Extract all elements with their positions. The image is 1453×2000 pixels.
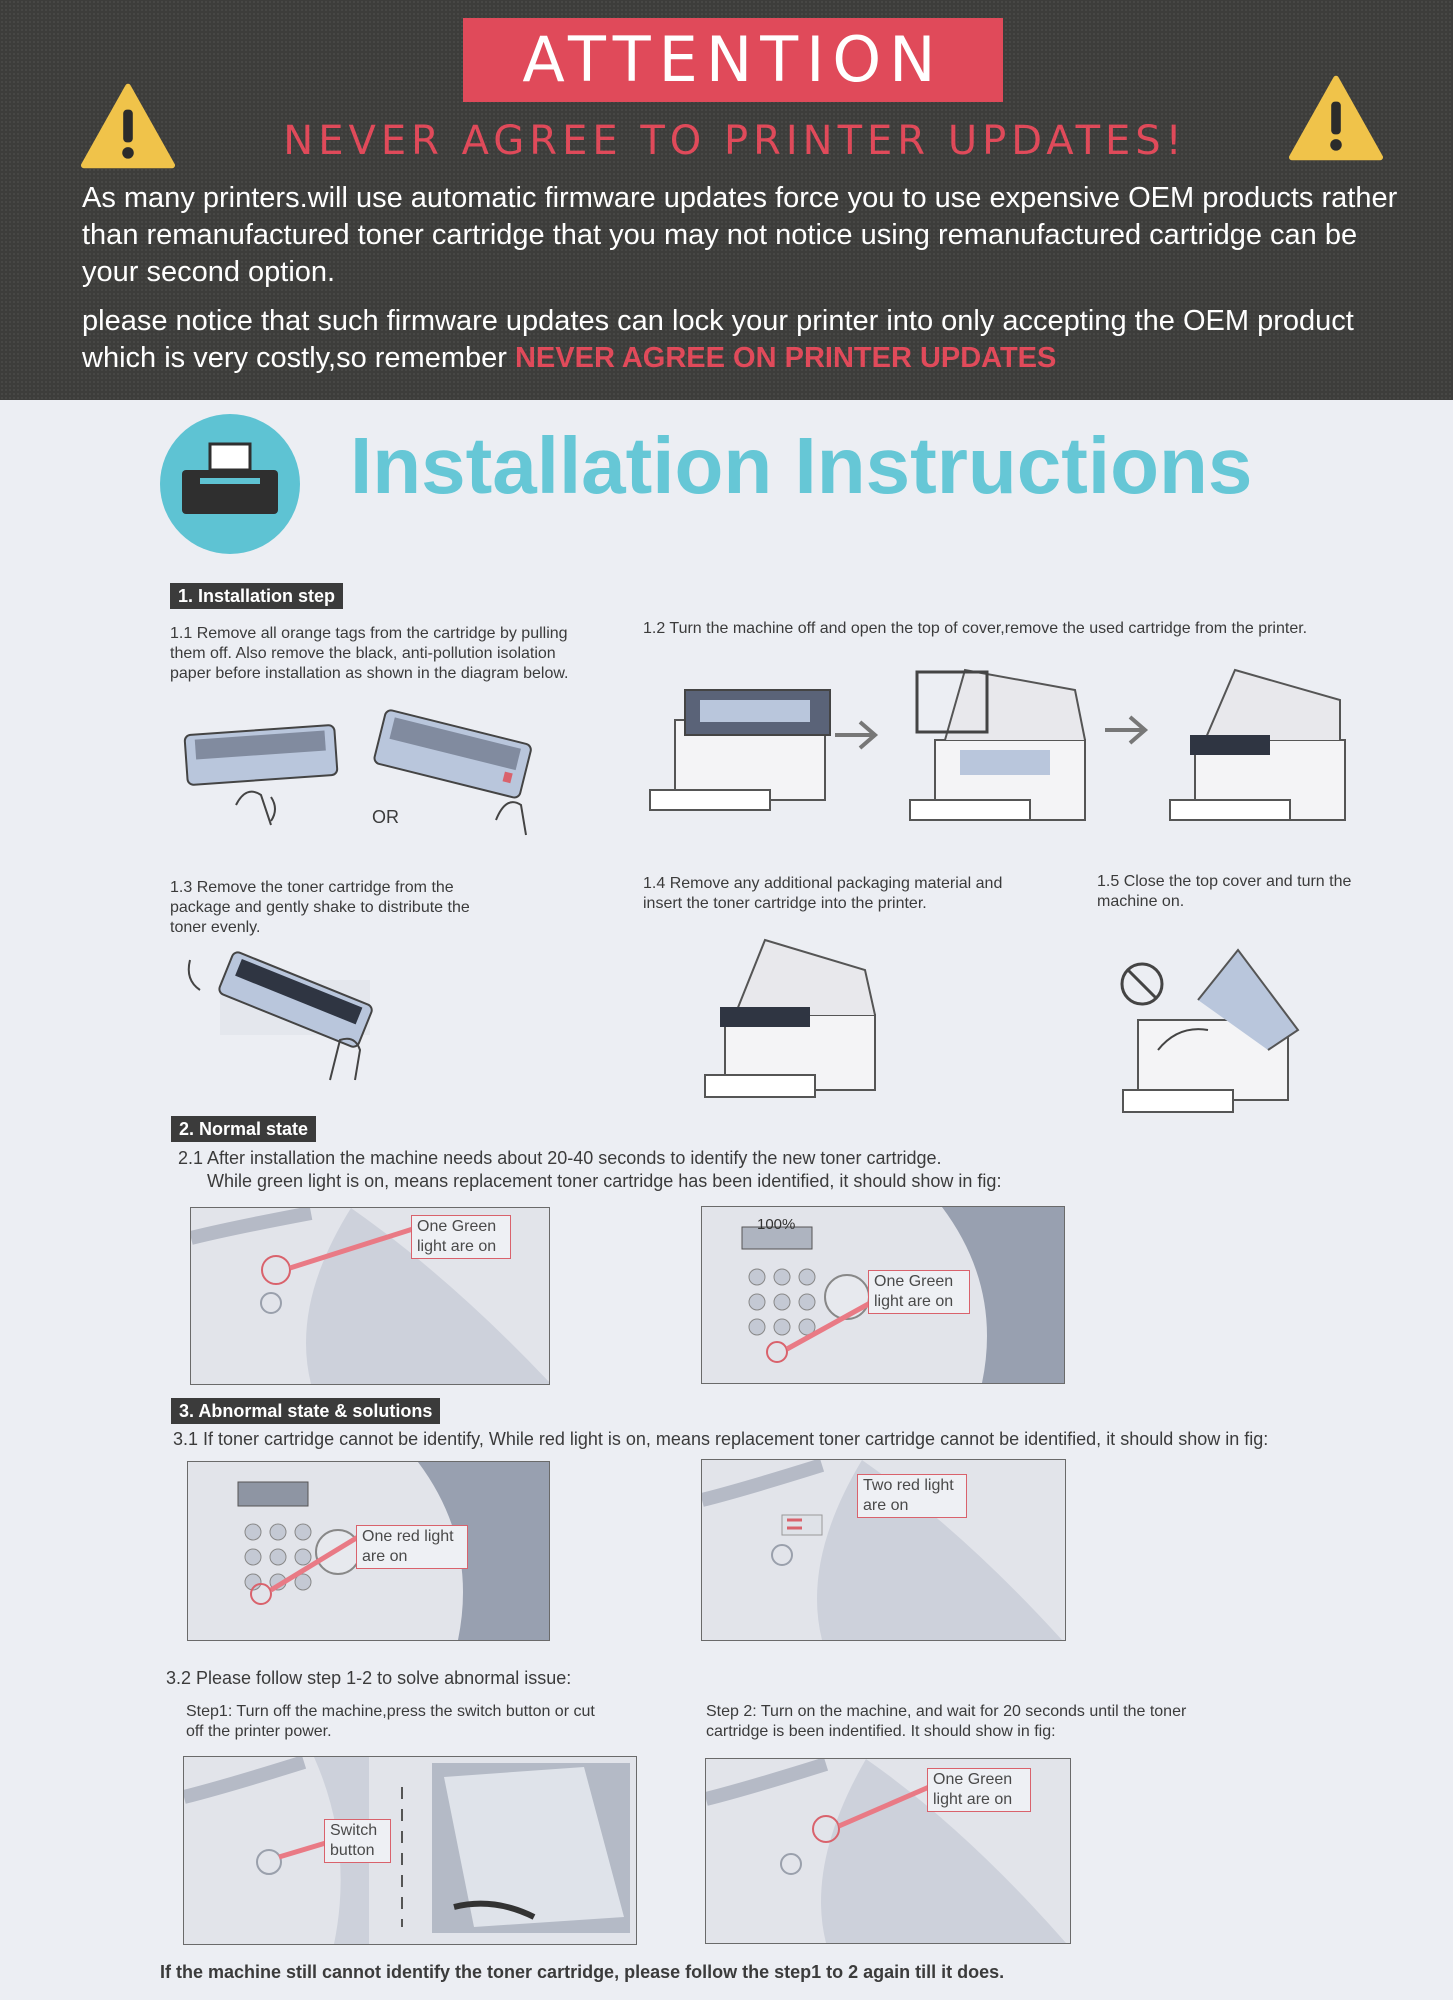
step-3-1-text: 3.1 If toner cartridge cannot be identify, While red light is on, means replacement toner cartridge cannot be identified, it should show in fig:: [173, 1429, 1269, 1449]
remove-cartridge-sequence-illustration: [645, 660, 1365, 850]
callout-one-green-light-b: One Green light are on: [868, 1270, 970, 1314]
printer-icon-badge: [160, 414, 300, 554]
attention-subtitle: NEVER AGREE TO PRINTER UPDATES!: [283, 118, 1187, 164]
step-1-5-text: 1.5 Close the top cover and turn the machine on.: [1097, 873, 1352, 910]
section-label-installation-step: 1. Installation step: [170, 583, 343, 609]
section-label-normal-state: 2. Normal state: [171, 1116, 316, 1142]
printer-icon: [160, 414, 300, 554]
step-1-3-text: 1.3 Remove the toner cartridge from the package and gently shake to distribute the toner evenly.: [170, 879, 470, 936]
step-3-2-text: 3.2 Please follow step 1-2 to solve abnormal issue:: [166, 1668, 572, 1688]
final-note: If the machine still cannot identify the toner cartridge, please follow the step1 to 2 again till it does.: [160, 1962, 1005, 1982]
attention-title: ATTENTION: [463, 18, 1003, 102]
section-label-abnormal-state: 3. Abnormal state & solutions: [171, 1398, 440, 1424]
close-cover-illustration: [1118, 940, 1318, 1120]
step-2-1-line-2: While green light is on, means replacement toner cartridge has been identified, it should show in fig:: [207, 1171, 1002, 1191]
installation-title: Installation Instructions: [350, 421, 1253, 510]
warning-icon-right: [1288, 74, 1384, 162]
callout-one-green-light-c: One Green light are on: [927, 1768, 1031, 1812]
step-1-2-text: 1.2 Turn the machine off and open the top of cover,remove the used cartridge from the printer.: [643, 620, 1308, 637]
insert-cartridge-illustration: [690, 935, 900, 1105]
cartridge-tag-removal-illustration: [176, 705, 546, 845]
attention-paragraph-2: [82, 303, 1402, 377]
callout-one-green-light-a: One Green light are on: [411, 1215, 511, 1259]
step-1-1-text: 1.1 Remove all orange tags from the cartridge by pulling them off. Also remove the black, anti-pollution isolation paper before installation as shown in the diagram below.: [170, 625, 569, 682]
figure-switch-button: [183, 1756, 637, 1945]
step2-text: Step 2: Turn on the machine, and wait for 20 seconds until the toner cartridge is been indentified. It should show in fig:: [706, 1703, 1187, 1740]
lcd-display-value: 100%: [757, 1216, 796, 1233]
attention-paragraph-2-text: please notice that such firmware updates can lock your printer into only accepting the OEM product which is very costly,so remember: [82, 305, 1354, 374]
step-1-4-text: 1.4 Remove any additional packaging material and insert the toner cartridge into the printer.: [643, 875, 1003, 912]
attention-highlight: NEVER AGREE ON PRINTER UPDATES: [514, 342, 1057, 374]
step-2-1-line-1: 2.1 After installation the machine needs about 20-40 seconds to identify the new toner cartridge.: [178, 1148, 942, 1168]
or-label: OR: [372, 807, 399, 827]
step1-text: Step1: Turn off the machine,press the switch button or cut off the printer power.: [186, 1703, 595, 1740]
callout-one-red-light: One red light are on: [356, 1525, 468, 1569]
attention-paragraph-1: As many printers.will use automatic firmware updates force you to use expensive OEM products rather than remanufactured toner cartridge that you may not notice using remanufactured cartridge can be your second option.: [82, 182, 1398, 288]
callout-switch-button: Switch button: [324, 1819, 391, 1863]
callout-two-red-lights: Two red light are on: [857, 1474, 967, 1518]
shake-cartridge-illustration: [180, 940, 410, 1090]
warning-icon-left: [80, 82, 176, 170]
